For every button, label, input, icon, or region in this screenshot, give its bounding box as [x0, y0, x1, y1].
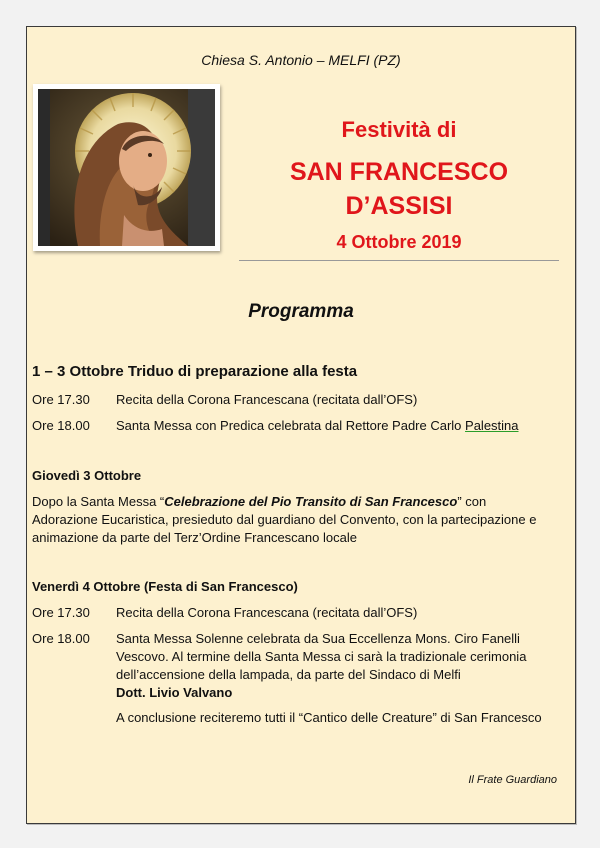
item-desc-bold: Dott. Livio Valvano: [116, 685, 233, 700]
triduo-heading: 1 – 3 Ottobre Triduo di preparazione alla festa: [32, 363, 358, 380]
item-desc-text: Santa Messa con Predica celebrata dal Rettore Padre Carlo: [116, 418, 466, 433]
document-page: [26, 26, 576, 824]
item-time: Ore 18.00: [32, 418, 90, 433]
title-divider: [239, 260, 559, 261]
title-assisi: D’ASSISI: [345, 192, 453, 220]
item-time: Ore 17.30: [32, 392, 90, 407]
title-date: 4 Ottobre 2019: [336, 232, 462, 252]
item-desc: Recita della Corona Francescana (recitata dall’OFS): [116, 605, 418, 620]
giovedi-text-after: ” con Adorazione Eucaristica, presieduto dal guardiano del Convento, con la partecipazione e animazione da parte del Terz’Ordine Francescano locale: [32, 494, 537, 545]
giovedi-paragraph: [32, 493, 542, 547]
item-time: Ore 17.30: [32, 605, 90, 620]
giovedi-heading: Giovedì 3 Ottobre: [32, 468, 142, 483]
program-title: Programma: [248, 301, 354, 322]
conclusion-text: A conclusione reciteremo tutti il “Cantico delle Creature” di San Francesco: [116, 710, 542, 725]
church-header: Chiesa S. Antonio – MELFI (PZ): [201, 52, 401, 68]
item-desc-text: Santa Messa Solenne celebrata da Sua Eccellenza Mons. Ciro Fanelli Vescovo. Al termine della Santa Messa ci sarà la tradizionale cerimonia dell’accensione della lampada, da parte del Sindaco di Melfi: [116, 631, 527, 682]
item-desc: [116, 417, 561, 435]
item-desc-underlined: Palestina: [465, 418, 519, 433]
saint-francis-portrait-icon: [33, 84, 220, 251]
giovedi-text-before: Dopo la Santa Messa “: [32, 494, 165, 509]
item-desc: Recita della Corona Francescana (recitata dall’OFS): [116, 392, 418, 407]
giovedi-text-bold: Celebrazione del Pio Transito di San Francesco: [164, 494, 458, 509]
title-san-francesco: SAN FRANCESCO: [289, 158, 509, 186]
title-festivita: Festività di: [341, 117, 457, 142]
item-time: Ore 18.00: [32, 631, 90, 646]
venerdi-heading: Venerdì 4 Ottobre (Festa di San Francesco): [32, 579, 298, 594]
signature: Il Frate Guardiano: [468, 774, 557, 786]
item-desc: [116, 630, 561, 702]
